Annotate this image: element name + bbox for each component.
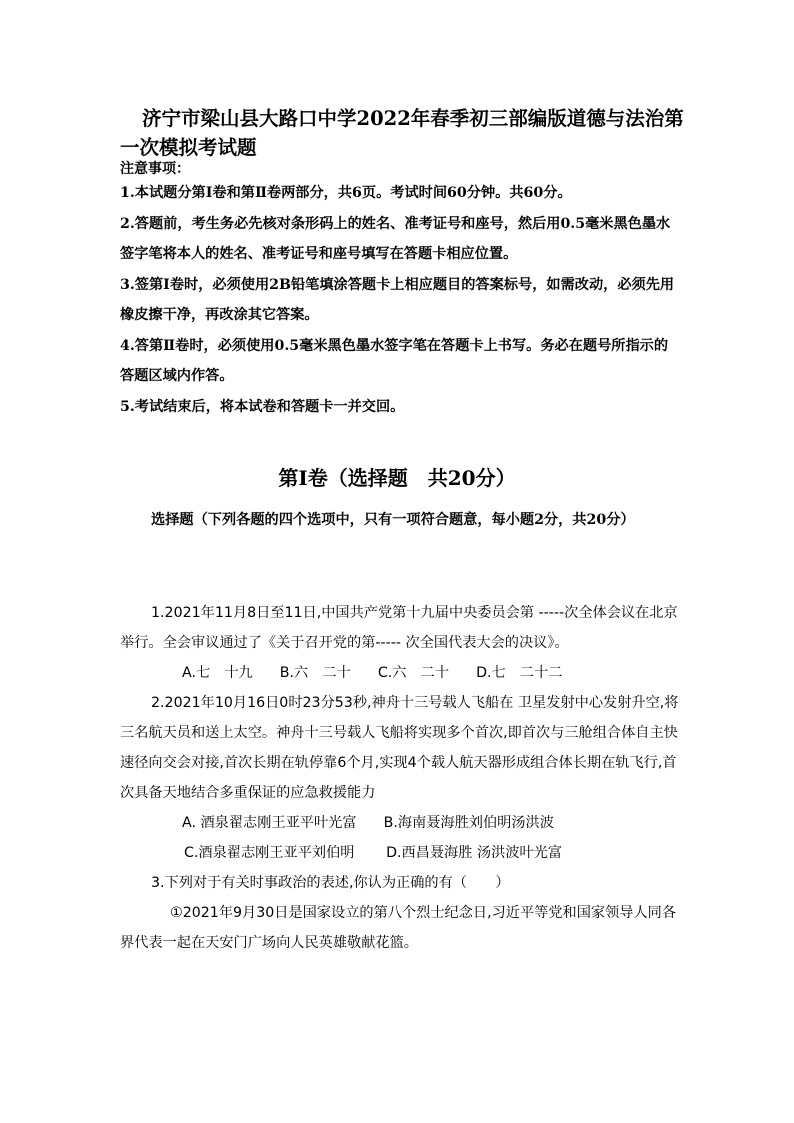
notice-item: 5.考试结束后，将本试卷和答题卡一并交回。 [120,398,405,415]
notice-list [120,178,680,422]
notice-item: 2.答题前，考生务必先核对条形码上的姓名、准考证号和座号，然后用0.5毫米黑色墨水签字笔将本人的姓名、准考证号和座号填写在答题卡相应位置。 [120,215,671,262]
option-d: D.七 二十二 [476,665,563,681]
option-c: C.六 二十 [377,665,450,681]
question-2-options-row-2 [120,838,680,868]
question-1-options [120,658,680,688]
option-c: C.酒泉翟志刚王亚平刘伯明 [184,845,355,861]
section-title: 第Ⅰ卷（选择题 共20分） [278,466,516,490]
exam-title: 济宁市梁山县大路口中学2022年春季初三部编版道德与法治第一次模拟考试题 [120,107,684,159]
question-2-options-row-1 [120,808,680,838]
notice-item: 1.本试题分第Ⅰ卷和第Ⅱ卷两部分，共6页。考试时间60分钟。共60分。 [120,185,572,201]
option-d: D.西昌聂海胜 汤洪波叶光富 [386,845,563,861]
question-3-stem: 3.下列对于有关时事政治的表述,你认为正确的有（ ） [151,875,510,891]
section-instructions: 选择题（下列各题的四个选项中，只有一项符合题意，每小题2分，共20分） [151,512,635,528]
question-3-item-1: ①2021年9月30日是国家设立的第八个烈士纪念日,习近平等党和国家领导人同各界代表一起在天安门广场向人民英雄敬献花篮。 [120,905,677,951]
option-b: B.海南聂海胜刘伯明汤洪波 [383,815,554,831]
option-b: B.六 二十 [279,665,351,681]
question-list [120,598,680,958]
notice-item: 4.答第Ⅱ卷时，必须使用0.5毫米黑色墨水签字笔在答题卡上书写。务必在题号所指示的答题区域内作答。 [120,337,669,384]
notice-heading: 注意事项： [120,161,190,177]
question-2-stem: 2.2021年10月16日0时23分53秒,神舟十三号载人飞船在 卫星发射中心发射升空,将三名航天员和送上太空。神舟十三号载人飞船将实现多个首次,即首次与三舱组合体自主快速径向交会对接,首次长期在轨停靠6个月,实现4个载人航天器形成组合体长期在轨飞行,首次具备天地结合多重保证的应急救援能力 [120,695,679,801]
option-a: A. 酒泉翟志刚王亚平叶光富 [182,815,357,831]
question-1-stem: 1.2021年11月8日至11日,中国共产党第十九届中央委员会第 -----次全体会议在北京举行。全会审议通过了《关于召开党的第----- 次全国代表大会的决议》。 [120,605,678,651]
option-a: A.七 十九 [182,665,253,681]
notice-item: 3.签第Ⅰ卷时，必须使用2B铅笔填涂答题卡上相应题目的答案标号，如需改动，必须先用橡皮擦干净，再改涂其它答案。 [120,276,675,323]
